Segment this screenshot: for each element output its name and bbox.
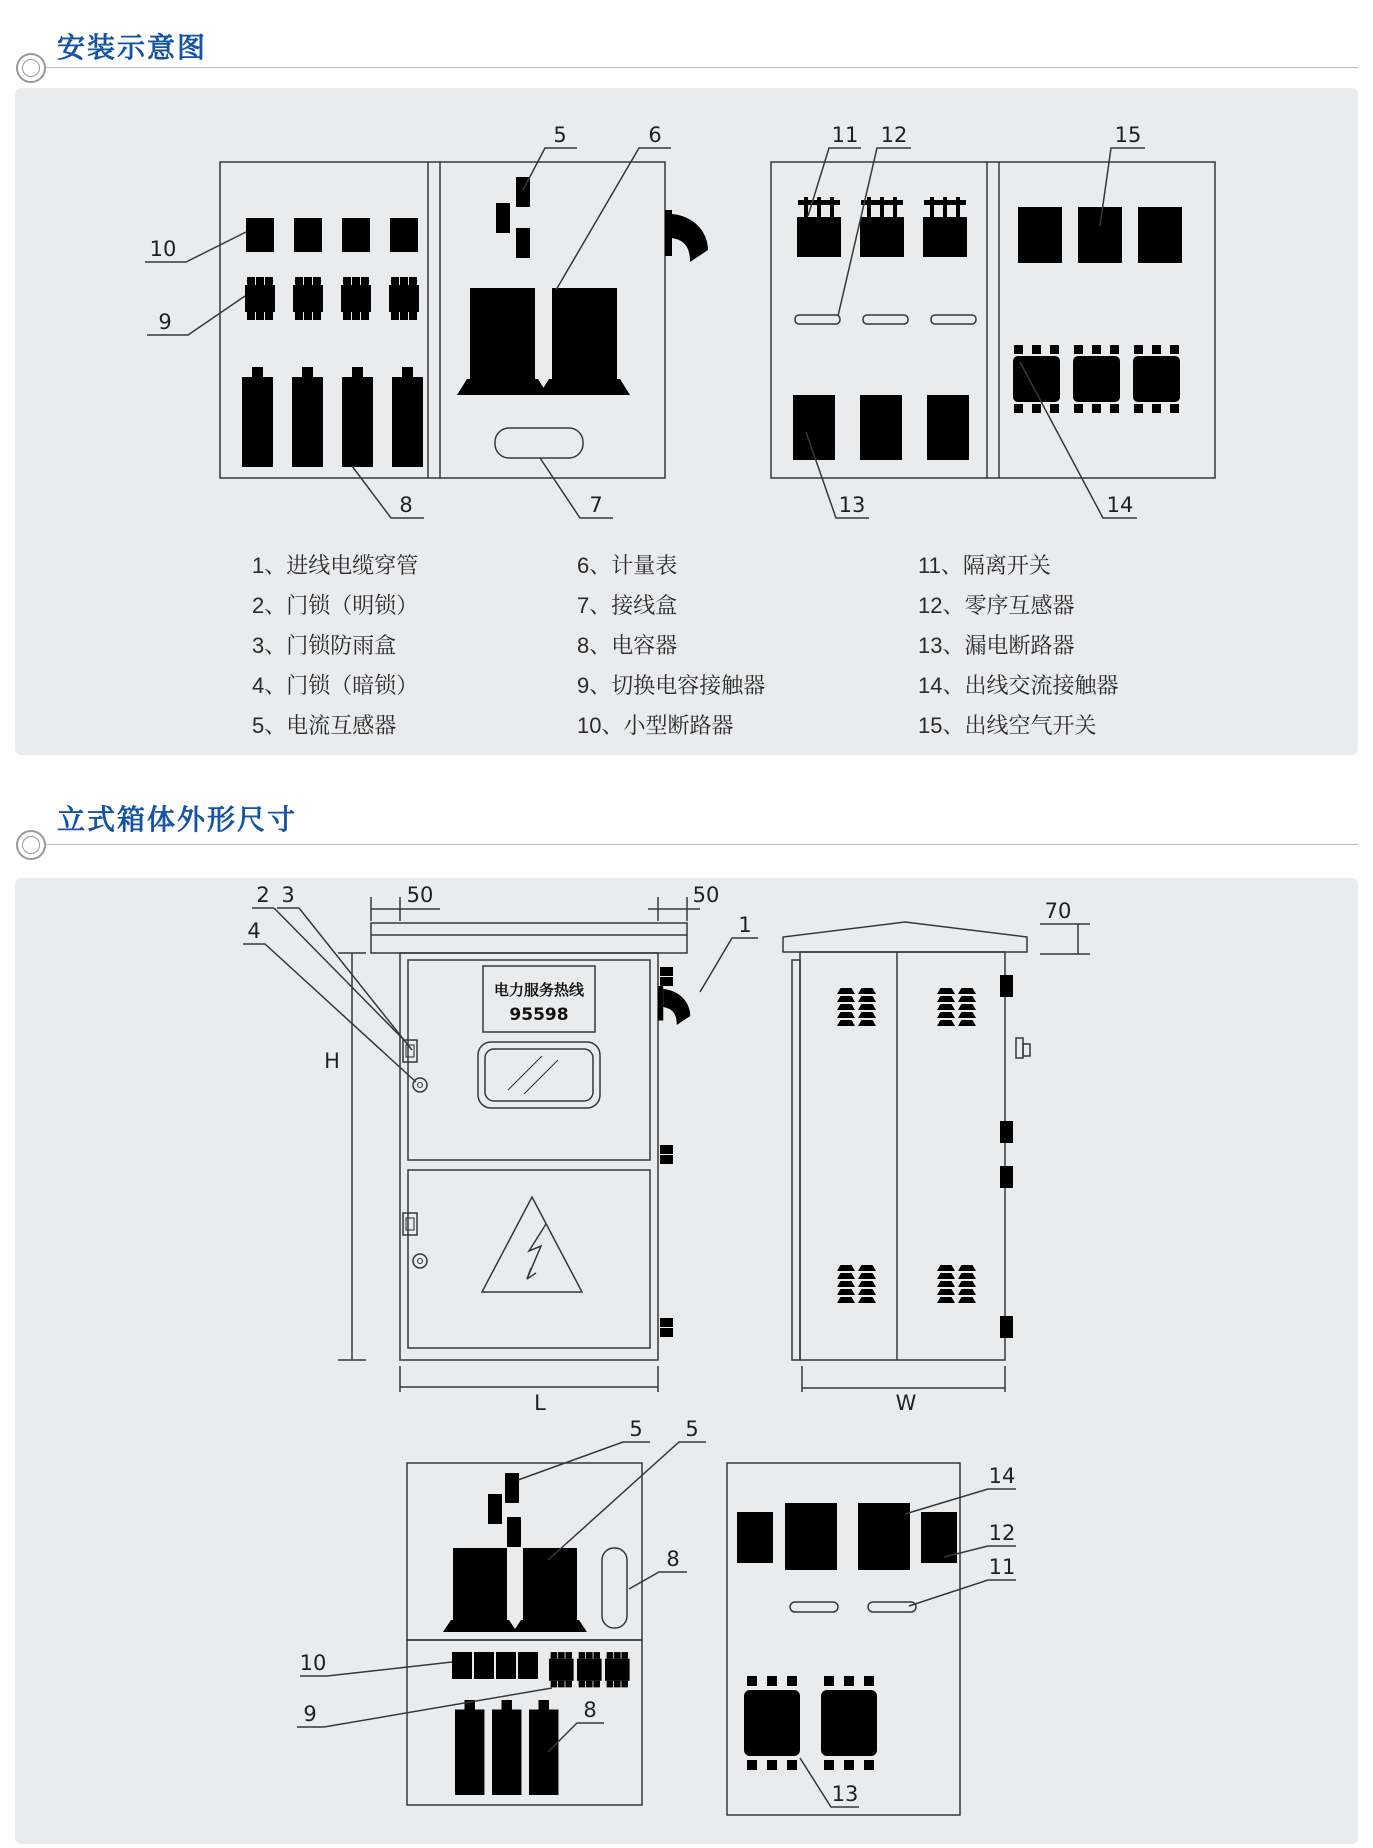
cabinet-front-view: [371, 923, 690, 1360]
callout-13: 13: [838, 493, 866, 517]
callout-5a: 5: [629, 1417, 643, 1441]
callout-8b: 8: [583, 1698, 597, 1722]
section-divider-line: [46, 844, 1358, 845]
legend-column-3: [918, 552, 1118, 752]
legend-item: 10、小型断路器: [577, 713, 734, 738]
callout-11: 11: [988, 1555, 1016, 1579]
legend-item: 6、计量表: [577, 553, 678, 578]
dim-70: 70: [1044, 899, 1072, 923]
dimension-lines: [338, 897, 1090, 1392]
callout-2: 2: [256, 883, 270, 907]
callout-10: 10: [149, 237, 177, 261]
legend-item: 1、进线电缆穿管: [252, 553, 419, 578]
legend-item: 12、零序互感器: [918, 593, 1075, 618]
warning-triangle-icon: [482, 1197, 582, 1292]
dim-50-right: 50: [692, 883, 720, 907]
section-title-cabinet-dimensions: 立式箱体外形尺寸: [57, 804, 298, 835]
hotline-sign-number: 95598: [509, 1005, 569, 1025]
cable-conduit: [658, 986, 690, 1025]
hotline-sign-text: 电力服务热线: [493, 981, 585, 999]
callout-12: 12: [880, 123, 908, 147]
section-bullet-icon: [16, 53, 46, 83]
legend-item: 15、出线空气开关: [918, 713, 1097, 738]
door-lock-upper: [403, 1040, 427, 1092]
legend-column-2: [577, 552, 765, 752]
door-handle: [1016, 1038, 1023, 1058]
vertical-cabinet-rear-internal-view: [727, 1463, 960, 1815]
legend-item: 11、隔离开关: [918, 553, 1051, 578]
door-lock-lower: [403, 1213, 427, 1268]
legend-item: 3、门锁防雨盒: [252, 633, 397, 658]
callout-11: 11: [831, 123, 859, 147]
dim-L: L: [534, 1391, 546, 1415]
callout-14: 14: [1106, 493, 1134, 517]
cabinet-rear-internal-view: [771, 162, 1215, 478]
callout-7: 7: [589, 493, 603, 517]
vertical-cabinet-front-internal-view: [407, 1463, 642, 1805]
legend-item: 2、门锁（明锁）: [252, 593, 419, 618]
dim-W: W: [895, 1391, 917, 1415]
legend-item: 5、电流互感器: [252, 713, 397, 738]
legend-column-1: [252, 552, 418, 752]
legend-item: 4、门锁（暗锁）: [252, 673, 419, 698]
legend-item: 9、切换电容接触器: [577, 673, 766, 698]
callout-5: 5: [553, 123, 567, 147]
callout-9: 9: [303, 1702, 317, 1726]
legend-item: 14、出线交流接触器: [918, 673, 1119, 698]
callout-13: 13: [831, 1782, 859, 1806]
callout-3: 3: [281, 883, 295, 907]
callout-10: 10: [299, 1651, 327, 1675]
junction-box: [495, 428, 583, 458]
callout-6: 6: [648, 123, 662, 147]
legend-item: 8、电容器: [577, 633, 678, 658]
cabinet-dimensions-drawing: [15, 878, 1358, 1844]
meter-window: [478, 1042, 600, 1108]
callout-4: 4: [247, 919, 261, 943]
callout-5b: 5: [685, 1417, 699, 1441]
dim-50-left: 50: [406, 883, 434, 907]
cable-conduit: [665, 210, 708, 262]
callout-9: 9: [158, 310, 172, 334]
callout-1: 1: [738, 913, 752, 937]
cabinet-side-view: [783, 922, 1030, 1360]
section-bullet-icon: [16, 830, 46, 860]
legend-item: 7、接线盒: [577, 593, 678, 618]
section-title-installation-diagram: 安装示意图: [57, 32, 208, 63]
callout-15: 15: [1114, 123, 1142, 147]
cabinet-dimensions-panel: [15, 878, 1358, 1844]
capacitor-capsule: [602, 1548, 627, 1628]
section-divider-line: [46, 67, 1358, 68]
callout-12: 12: [988, 1521, 1016, 1545]
callout-8a: 8: [666, 1547, 680, 1571]
callout-14: 14: [988, 1464, 1016, 1488]
dim-H: H: [324, 1049, 340, 1073]
legend-item: 13、漏电断路器: [918, 633, 1075, 658]
cabinet-front-internal-view: [220, 162, 708, 478]
callout-8: 8: [399, 493, 413, 517]
